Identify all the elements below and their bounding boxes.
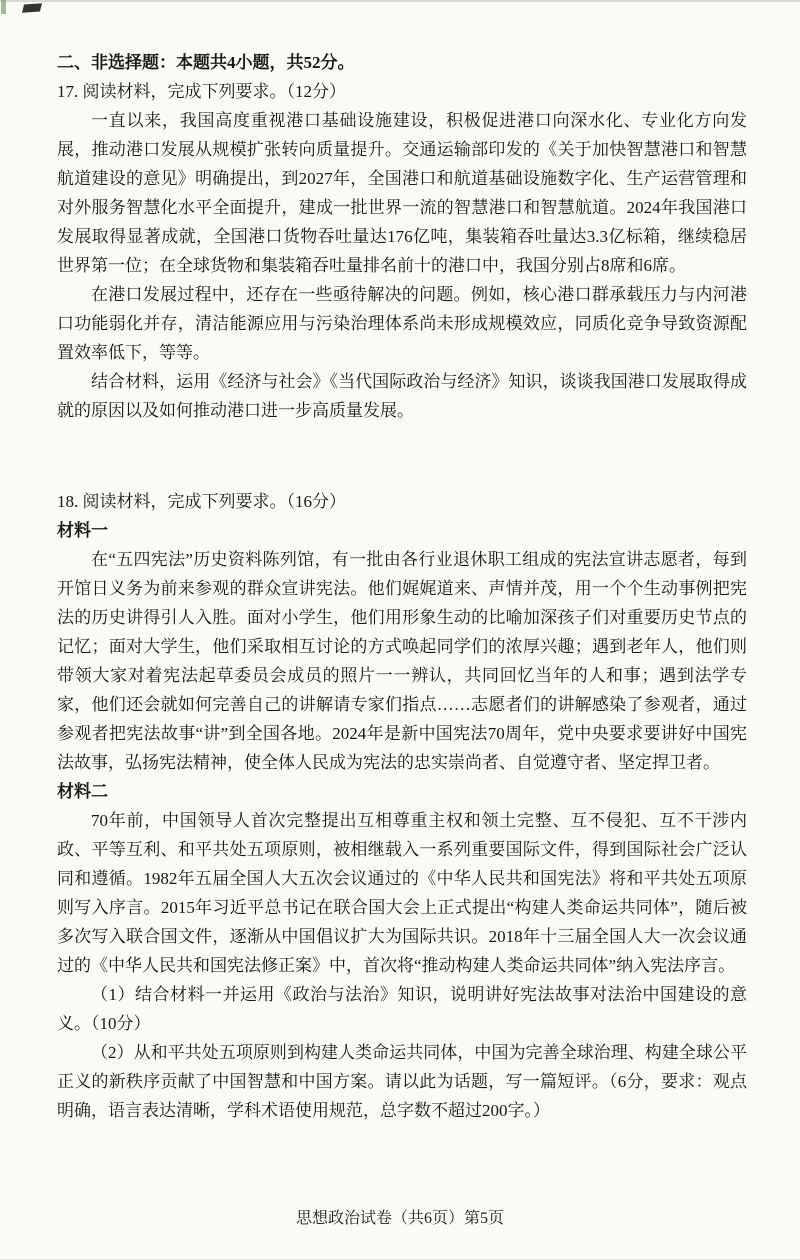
question-18-heading: 18. 阅读材料，完成下列要求。（16分） <box>57 492 346 511</box>
section-header: 二、非选择题：本题共4小题，共52分。 <box>57 53 355 72</box>
scan-corner-mark-artifact <box>22 3 42 12</box>
question-17-paragraph-2: 在港口发展过程中，还存在一些亟待解决的问题。例如，核心港口群承载压力与内河港口功能弱化并存，清洁能源应用与污染治理体系尚未形成规模效应，同质化竞争导致资源配置效率低下，等等。 <box>57 285 747 362</box>
question-17-paragraph-1: 一直以来，我国高度重视港口基础设施建设，积极促进港口向深水化、专业化方向发展，推动港口发展从规模扩张转向质量提升。交通运输部印发的《关于加快智慧港口和智慧航道建设的意见》明确提出，到2027年，全国港口和航道基础设施数字化、生产运营管理和对外服务智慧化水平全面提升，建成一批世界一流的智慧港口和智慧航道。2024年我国港口发展取得显著成就，全国港口货物吞吐量达176亿吨，集装箱吞吐量达3.3亿标箱，继续稳居世界第一位；在全球货物和集装箱吞吐量排名前十的港口中，我国分别占8席和6席。 <box>57 111 747 275</box>
material-2-label: 材料二 <box>57 782 108 801</box>
page-footer: 思想政治试卷（共6页）第5页 <box>295 1210 504 1227</box>
scan-green-speck-artifact <box>1 0 6 14</box>
material-1-text: 在“五四宪法”历史资料陈列馆，有一批由各行业退休职工组成的宪法宣讲志愿者，每到开馆日义务为前来参观的群众宣讲宪法。他们娓娓道来、声情并茂，用一个个生动事例把宪法的历史讲得引人入胜。面对小学生，他们用形象生动的比喻加深孩子们对重要历史节点的记忆；面对大学生，他们采取相互讨论的方式唤起同学们的浓厚兴趣；遇到老年人，他们则带领大家对着宪法起草委员会成员的照片一一辨认，共同回忆当年的人和事；遇到法学专家，他们还会就如何完善自己的讲解请专家们指点……志愿者们的讲解感染了参观者，通过参观者把宪法故事“讲”到全国各地。2024年是新中国宪法70周年，党中央要求要讲好中国宪法故事，弘扬宪法精神，使全体人民成为宪法的忠实崇尚者、自觉遵守者、坚定捍卫者。 <box>57 550 747 772</box>
question-18-subquestion-2: （2）从和平共处五项原则到构建人类命运共同体，中国为完善全球治理、构建全球公平正义的新秩序贡献了中国智慧和中国方案。请以此为话题，写一篇短评。（6分，要求：观点明确，语言表达清晰，学科术语使用规范，总字数不超过200字。） <box>57 1043 747 1120</box>
question-17-heading: 17. 阅读材料，完成下列要求。（12分） <box>57 82 346 101</box>
exam-content <box>57 48 747 1125</box>
material-2-text: 70年前，中国领导人首次完整提出互相尊重主权和领土完整、互不侵犯、互不干涉内政、平等互利、和平共处五项原则，被相继载入一系列重要国际文件，得到国际社会广泛认同和遵循。1982年五届全国人大五次会议通过的《中华人民共和国宪法》将和平共处五项原则写入序言。2015年习近平总书记在联合国大会上正式提出“构建人类命运共同体”，随后被多次写入联合国文件，逐渐从中国倡议扩大为国际共识。2018年十三届全国人大一次会议通过的《中华人民共和国宪法修正案》中，首次将“推动构建人类命运共同体”纳入宪法序言。 <box>57 811 747 975</box>
material-1-label: 材料一 <box>57 521 108 540</box>
question-17-task: 结合材料，运用《经济与社会》《当代国际政治与经济》知识，谈谈我国港口发展取得成就的原因以及如何推动港口进一步高质量发展。 <box>57 372 747 420</box>
scan-edge-artifact <box>0 0 800 2</box>
question-18-subquestion-1: （1）结合材料一并运用《政治与法治》知识，说明讲好宪法故事对法治中国建设的意义。（10分） <box>57 985 747 1033</box>
